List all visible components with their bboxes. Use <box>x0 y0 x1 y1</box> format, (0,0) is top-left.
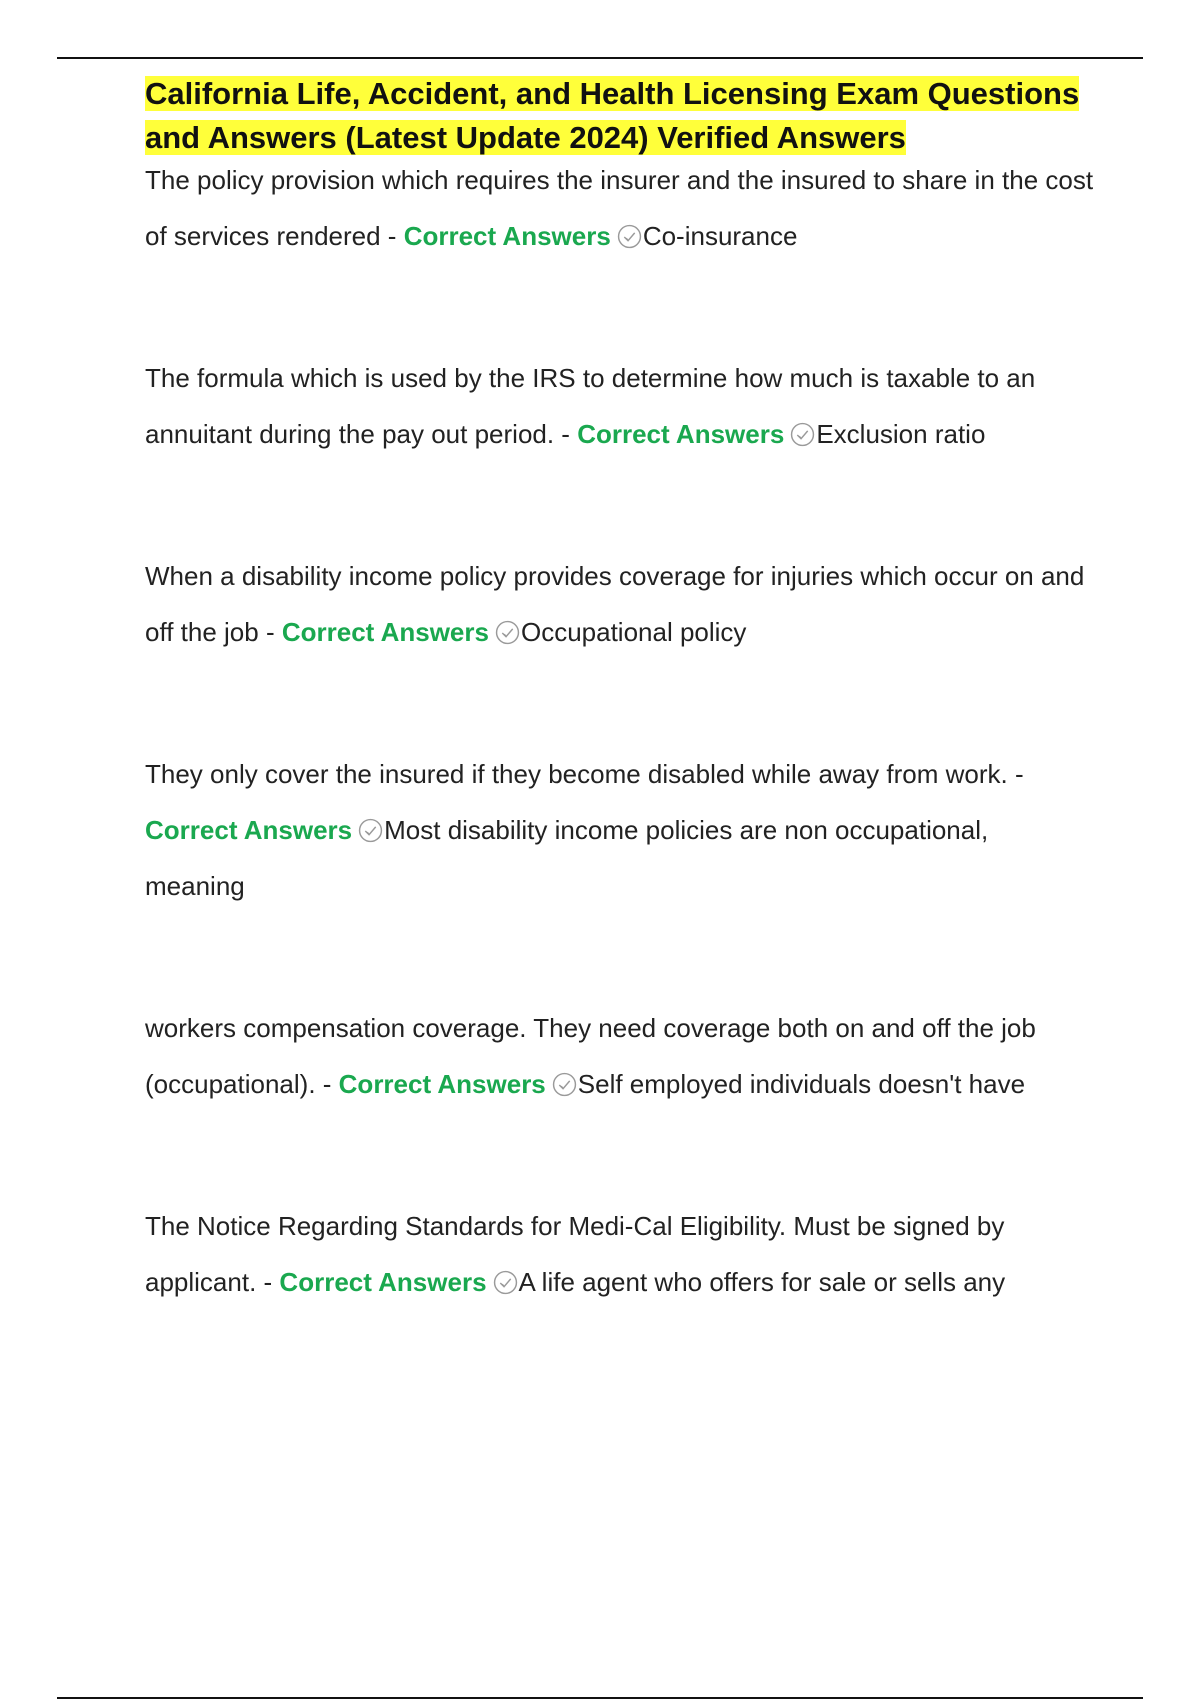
qa-item <box>145 350 1095 462</box>
correct-answers-label: Correct Answers <box>281 617 489 647</box>
qa-item <box>145 746 1095 914</box>
answer-text: A life agent who offers for sale or sells any <box>518 1267 1006 1297</box>
check-circle-icon <box>358 818 383 843</box>
qa-item <box>145 1198 1095 1310</box>
bottom-rule <box>57 1697 1143 1699</box>
question-text: The Notice Regarding Standards for Medi-Cal Eligibility. Must be signed by applicant. - <box>145 1211 1005 1297</box>
answer-text: Exclusion ratio <box>816 419 986 449</box>
check-circle-icon <box>495 620 520 645</box>
correct-answers-label: Correct Answers <box>279 1267 487 1297</box>
answer-text: Occupational policy <box>520 617 747 647</box>
top-rule <box>57 57 1143 59</box>
answer-text: Co-insurance <box>642 221 798 251</box>
check-circle-icon <box>552 1072 577 1097</box>
qa-item <box>145 548 1095 660</box>
answer-text: Self employed individuals doesn't have <box>577 1069 1026 1099</box>
check-circle-icon <box>493 1270 518 1295</box>
check-circle-icon <box>790 422 815 447</box>
question-text: workers compensation coverage. They need coverage both on and off the job (occupational). - <box>145 1013 1036 1099</box>
qa-item <box>145 152 1095 264</box>
correct-answers-label: Correct Answers <box>577 419 785 449</box>
question-text: The formula which is used by the IRS to determine how much is taxable to an annuitant during the pay out period. - <box>145 363 1036 449</box>
correct-answers-label: Correct Answers <box>403 221 611 251</box>
question-text: They only cover the insured if they become disabled while away from work. - <box>145 759 1024 789</box>
check-circle-icon <box>617 224 642 249</box>
document-body <box>145 72 1095 1310</box>
answer-text: Most disability income policies are non occupational, meaning <box>145 815 989 901</box>
document-title: California Life, Accident, and Health Licensing Exam Questions and Answers (Latest Update 2024) Verified Answers <box>145 76 1080 155</box>
question-text: The policy provision which requires the insurer and the insured to share in the cost of services rendered - <box>145 165 1094 251</box>
correct-answers-label: Correct Answers <box>145 815 353 845</box>
correct-answers-label: Correct Answers <box>338 1069 546 1099</box>
question-text: When a disability income policy provides coverage for injuries which occur on and off the job - <box>145 561 1085 647</box>
qa-item <box>145 1000 1095 1112</box>
